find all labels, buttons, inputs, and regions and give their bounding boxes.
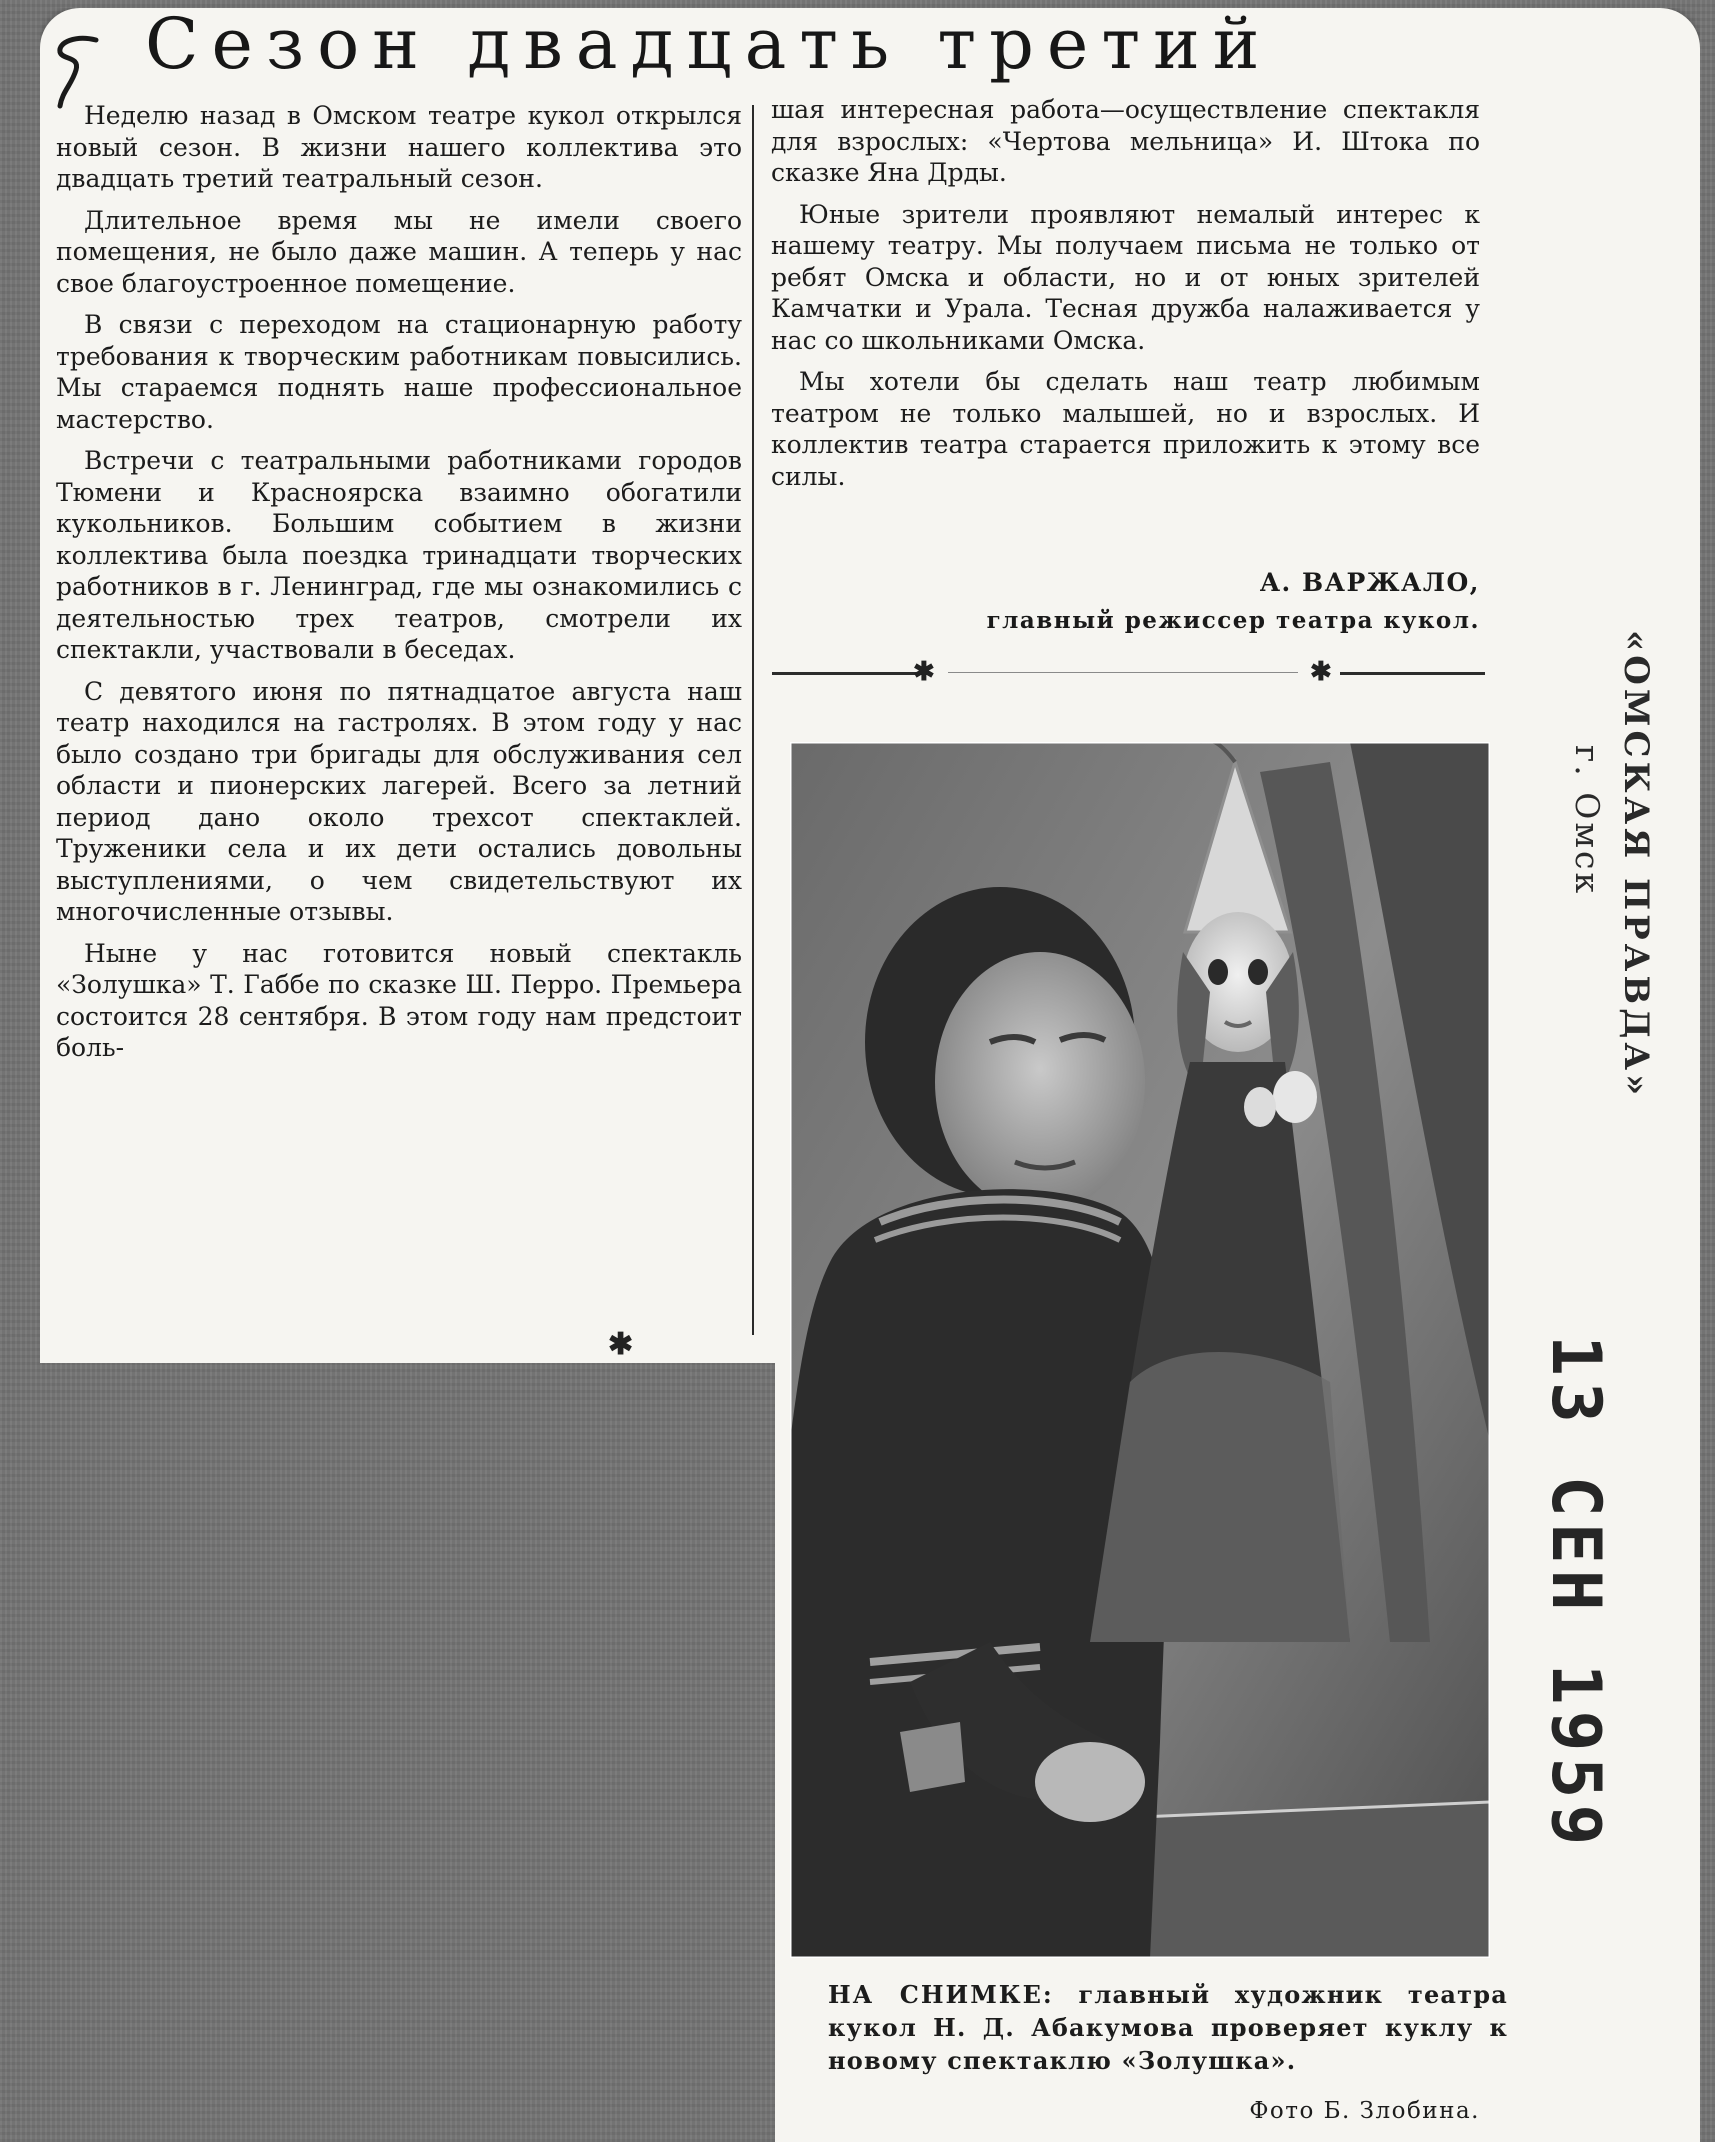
stamp-city: г. Омск — [1568, 745, 1607, 897]
paragraph: Неделю назад в Омском театре кукол открылся новый сезон. В жизни нашего коллектива это двадцать третий театральный сезон. — [56, 101, 742, 193]
author-title: главный режиссер театра кукол. — [986, 607, 1480, 634]
article-headline: Сезон двадцать третий — [145, 3, 1273, 85]
photo-artist-with-puppet — [790, 742, 1490, 1958]
paragraph: Длительное время мы не имели своего помещения, не было даже машин. А теперь у нас свое благоустроенное помещение. — [56, 205, 742, 298]
separator-rule — [948, 672, 1298, 673]
caption-lead: НА СНИМКЕ: — [828, 1980, 1054, 2009]
paragraph: В связи с переходом на стационарную работу требования к творческим работникам повысились. Мы стараемся поднять наше профессиональное мастерство. — [56, 310, 742, 434]
stamp-newspaper: «ОМСКАЯ ПРАВДА» — [1616, 630, 1656, 1100]
pencil-mark — [46, 30, 106, 110]
column-divider — [752, 105, 754, 1335]
photo-credit: Фото Б. Злобина. — [1249, 2098, 1480, 2124]
photo-caption — [828, 1978, 1508, 2077]
paragraph: Мы хотели бы сделать наш театр любимым театром не только малышей, но и взрослых. И коллектив театра старается приложить к этому все силы. — [771, 367, 1480, 491]
paragraph: Ныне у нас готовится новый спектакль «Золушка» Т. Габбе по сказке Ш. Перро. Премьера состоится 28 сентября. В этом году нам предстоит боль- — [56, 938, 742, 1062]
end-asterisk-icon: ✱ — [608, 1327, 634, 1362]
separator-rule — [772, 672, 922, 675]
caption-text: главный художник театра кукол Н. Д. Абакумова проверяет куклу к новому спектаклю «Золушка». — [828, 1980, 1508, 2075]
author-name: А. ВАРЖАЛО, — [1259, 568, 1480, 597]
paragraph: Встречи с театральными работниками городов Тюмени и Красноярска взаимно обогатили кукольников. Большим событием в жизни коллектива была поездка тринадцати творческих работников в г. Ленинград, где мы ознакомились с деятельностью трех театров, смотрели их спектакли, участвовали в беседах. — [56, 446, 742, 664]
paragraph: С девятого июня по пятнадцатое августа наш театр находился на гастролях. В этом году у нас было создано три бригады для обслуживания сел области и пионерских лагерей. Всего за летний период дано около трехсот спектаклей. Труженики села и их дети остались довольны выступлениями, о чем свидетельствуют их многочисленные отзывы. — [56, 676, 742, 926]
paragraph-continuation: шая интересная работа—осуществление спектакля для взрослых: «Чертова мельница» И. Штока по сказке Яна Дрды. — [771, 95, 1480, 187]
paragraph: Юные зрители проявляют немалый интерес к нашему театру. Мы получаем письма не только от ребят Омска и области, но и от юных зрителей Камчатки и Урала. Тесная дружба налаживается у нас со школьниками Омска. — [771, 199, 1480, 355]
stamp-date: 13 СЕН 1959 — [1536, 1335, 1615, 1852]
right-column — [771, 94, 1480, 502]
separator-asterisk-icon: ✱ — [1310, 657, 1332, 687]
separator-asterisk-icon: ✱ — [913, 657, 935, 687]
left-column — [56, 100, 742, 1074]
separator-rule — [1340, 672, 1485, 675]
